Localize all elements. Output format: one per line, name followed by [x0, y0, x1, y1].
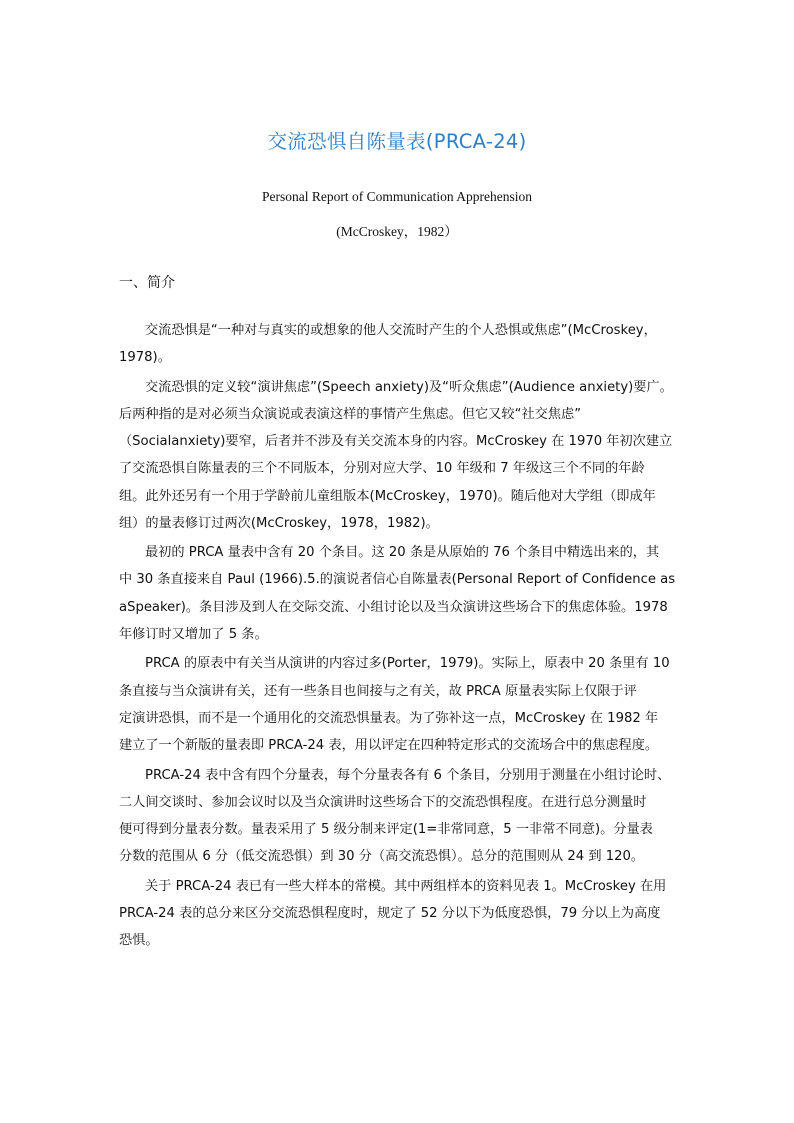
paragraph-line: PRCA-24 表的总分来区分交流恐惧程度时，规定了 52 分以下为低度恐惧，79 分以上为高度: [119, 905, 661, 921]
paragraph-line: 恐惧。: [119, 933, 159, 949]
document-title: 交流恐惧自陈量表(PRCA-24): [267, 130, 527, 153]
paragraph-line: 二人间交谈时、参加会议时以及当众演讲时这些场合下的交流恐惧程度。在进行总分测量时: [119, 794, 647, 810]
paragraph: [119, 374, 679, 537]
paragraph-line: PRCA 的原表中有关当从演讲的内容过多(Porter，1979)。实际上，原表中 20 条里有 10: [145, 656, 670, 672]
paragraph-line: 年修订时又增加了 5 条。: [119, 626, 268, 642]
paragraph-line: aSpeaker)。条目涉及到人在交际交流、小组讨论以及当众演讲这些场合下的焦虑体验。1978: [119, 599, 668, 615]
paragraph-line: 中 30 条直接来自 Paul (1966).5.的演说者信心自陈量表(Personal Report of Confidence as: [119, 572, 676, 588]
paragraph: [119, 539, 679, 648]
paragraph-line: 后两种指的是对必须当众演说或表演这样的事情产生焦虑。但它又较“社交焦虑”: [119, 406, 582, 422]
paragraph-line: 最初的 PRCA 量表中含有 20 个条目。这 20 条是从原始的 76 个条目中精选出来的，其: [145, 545, 660, 561]
document-subtitle-english: Personal Report of Communication Apprehension: [262, 189, 532, 204]
paragraph-spacer: [119, 954, 679, 956]
paragraph: [119, 762, 679, 871]
document-subtitle-citation: (McCroskey，1982）: [336, 224, 458, 239]
paragraph-line: PRCA-24 表中含有四个分量表，每个分量表各有 6 个条目，分别用于测量在小组讨论时、: [145, 767, 671, 783]
paragraph: [119, 873, 679, 955]
section-heading-introduction: 一、简介: [119, 275, 175, 291]
body-text: [119, 317, 679, 957]
paragraph-line: 交流恐惧的定义较“演讲焦虑”(Speech anxiety)及“听众焦虑”(Audience anxiety)要广。: [145, 379, 673, 395]
paragraph-line: 关于 PRCA-24 表已有一些大样本的常模。其中两组样本的资料见表 1。McCroskey 在用: [145, 878, 667, 894]
paragraph-line: 建立了一个新版的量表即 PRCA-24 表，用以评定在四种特定形式的交流场合中的焦虑程度。: [119, 737, 659, 753]
paragraph-line: 组。此外还另有一个用于学龄前儿童组版本(McCroskey，1970)。随后他对大学组（即成年: [119, 488, 656, 504]
paragraph-line: 便可得到分量表分数。量表采用了 5 级分制来评定(1=非常同意，5 一非常不同意)。分量表: [119, 821, 653, 837]
paragraph-line: 条直接与当众演讲有关，还有一些条目也间接与之有关，故 PRCA 原量表实际上仅限于评: [119, 683, 637, 699]
paragraph-line: 定演讲恐惧，而不是一个通用化的交流恐惧量表。为了弥补这一点，McCroskey 在 1982 年: [119, 710, 659, 726]
paragraph-line: 1978)。: [119, 350, 171, 366]
paragraph-line: 组）的量表修订过两次(McCroskey，1978，1982)。: [119, 515, 439, 531]
paragraph-line: 交流恐惧是“一种对与真实的或想象的他人交流时产生的个人恐惧或焦虑”(McCroskey，: [145, 323, 657, 338]
paragraph: [119, 317, 679, 371]
paragraph-line: （Socialanxiety)要窄，后者并不涉及有关交流本身的内容。McCroskey 在 1970 年初次建立: [119, 434, 673, 450]
paragraph: [119, 650, 679, 759]
paragraph-line: 分数的范围从 6 分（低交流恐惧）到 30 分（高交流恐惧）。总分的范围则从 24 到 120。: [119, 849, 645, 865]
paragraph-line: 了交流恐惧自陈量表的三个不同版本，分别对应大学、10 年级和 7 年级这三个不同的年龄: [119, 461, 645, 477]
